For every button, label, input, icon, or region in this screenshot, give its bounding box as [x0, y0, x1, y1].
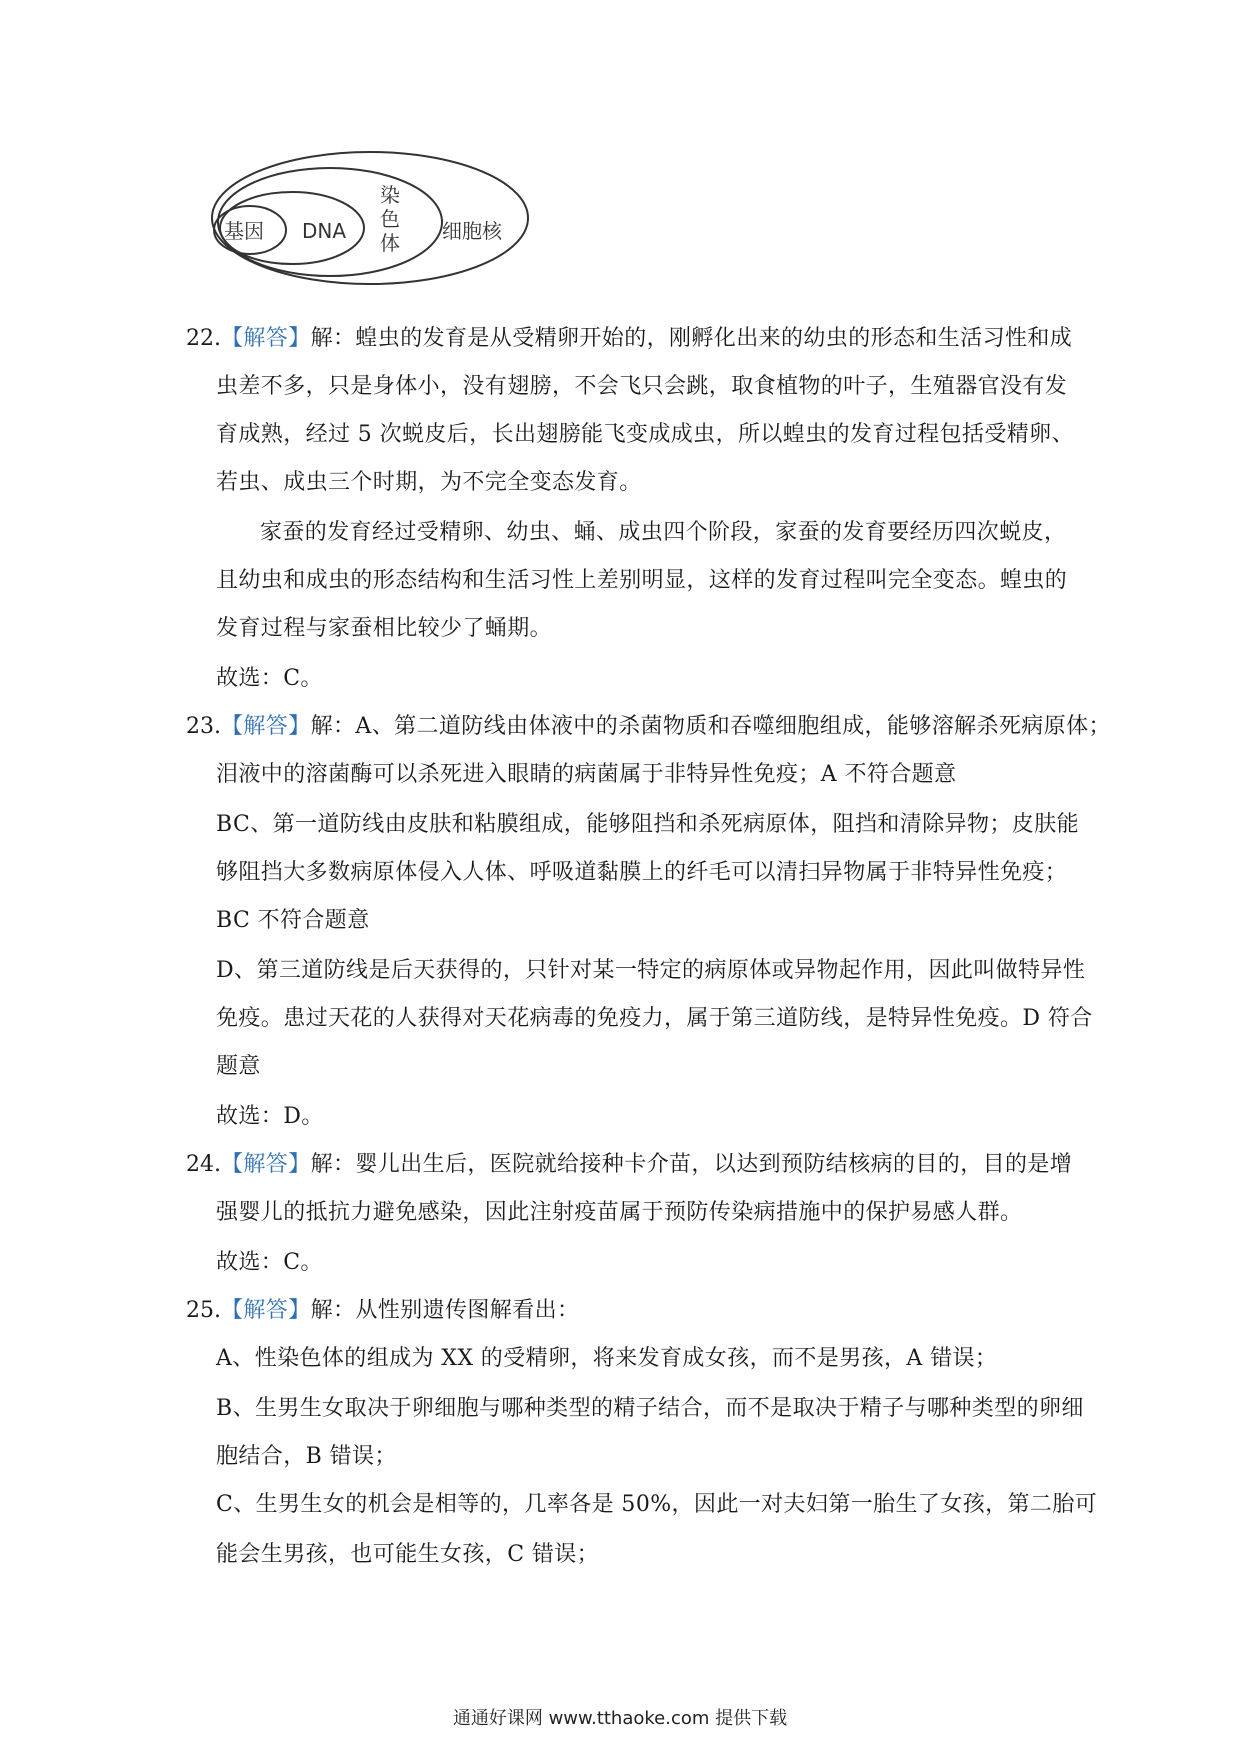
- q22-line-4: 若虫、成虫三个时期，为不完全变态发育。: [216, 470, 642, 495]
- q25-line-3: B、生男生女取决于卵细胞与哪种类型的精子结合，而不是取决于精子与哪种类型的卵细: [216, 1396, 1084, 1421]
- q24-text: 解：婴儿出生后，医院就给接种卡介苗，以达到预防结核病的目的，目的是增: [310, 1152, 1073, 1177]
- q22-line-2: 虫差不多，只是身体小，没有翅膀，不会飞只会跳，取食植物的叶子，生殖器官没有发: [216, 374, 1068, 399]
- q23-number: 23.: [186, 714, 221, 739]
- q25-line-1: [186, 1296, 579, 1326]
- q23-answer-tag: 【解答】: [221, 714, 311, 739]
- chromosome-label-3: 体: [380, 231, 400, 255]
- q22-answer: 故选：C。: [216, 666, 323, 691]
- gene-label: 基因: [224, 219, 264, 243]
- q22-line-3: 育成熟，经过 5 次蜕皮后，长出翅膀能飞变成成虫，所以蝗虫的发育过程包括受精卵、: [216, 422, 1074, 447]
- q23-line-4: 够阻挡大多数病原体侵入人体、呼吸道黏膜上的纤毛可以清扫异物属于非特异性免疫；: [216, 860, 1068, 885]
- dna-label: DNA: [302, 219, 347, 243]
- chromosome-label-2: 色: [380, 207, 400, 231]
- footer-watermark: 通通好课网 www.tthaoke.com 提供下载: [452, 1708, 788, 1729]
- q22-answer-tag: 【解答】: [221, 326, 311, 351]
- q23-answer: 故选：D。: [216, 1104, 324, 1129]
- q23-line-1: [186, 712, 1111, 742]
- q23-line-6: D、第三道防线是后天获得的，只针对某一特定的病原体或异物起作用，因此叫做特异性: [216, 958, 1086, 983]
- q25-line-6: 能会生男孩，也可能生女孩，C 错误；: [216, 1542, 600, 1567]
- nested-ellipse-diagram: [210, 148, 540, 288]
- q22-line-5: 家蚕的发育经过受精卵、幼虫、蛹、成虫四个阶段，家蚕的发育要经历四次蜕皮，: [260, 520, 1067, 545]
- q23-line-7: 免疫。患过天花的人获得对天花病毒的免疫力，属于第三道防线，是特异性免疫。D 符合: [216, 1006, 1093, 1031]
- q25-line-4: 胞结合，B 错误；: [216, 1444, 397, 1469]
- q22-line-7: 发育过程与家蚕相比较少了蛹期。: [216, 616, 553, 641]
- q23-line-2: 泪液中的溶菌酶可以杀死进入眼睛的病菌属于非特异性免疫；A 不符合题意: [216, 762, 957, 787]
- q23-line-3: BC、第一道防线由皮肤和粘膜组成，能够阻挡和杀死病原体，阻挡和清除异物；皮肤能: [216, 812, 1080, 837]
- chromosome-label-1: 染: [380, 183, 400, 207]
- nucleus-label: 细胞核: [442, 219, 502, 243]
- q24-line-2: 强婴儿的抵抗力避免感染，因此注射疫苗属于预防传染病措施中的保护易感人群。: [216, 1200, 1023, 1225]
- q25-answer-tag: 【解答】: [221, 1298, 311, 1323]
- q24-answer: 故选：C。: [216, 1250, 323, 1275]
- q25-text: 解：从性别遗传图解看出：: [310, 1298, 580, 1323]
- q22-number: 22.: [186, 326, 221, 351]
- q23-line-5: BC 不符合题意: [216, 908, 370, 933]
- q25-line-2: A、性染色体的组成为 XX 的受精卵，将来发育成女孩，而不是男孩，A 错误；: [216, 1346, 998, 1371]
- q24-answer-tag: 【解答】: [221, 1152, 311, 1177]
- q22-line-1: [186, 324, 1072, 354]
- q22-line-6: 且幼虫和成虫的形态结构和生活习性上差别明显，这样的发育过程叫完全变态。蝗虫的: [216, 568, 1068, 593]
- q25-number: 25.: [186, 1298, 221, 1323]
- q23-text: 解：A、第二道防线由体液中的杀菌物质和吞噬细胞组成，能够溶解杀死病原体；: [310, 714, 1111, 739]
- q22-text: 解：蝗虫的发育是从受精卵开始的，刚孵化出来的幼虫的形态和生活习性和成: [310, 326, 1073, 351]
- q23-line-8: 题意: [216, 1054, 261, 1079]
- q25-line-5: C、生男生女的机会是相等的，几率各是 50%，因此一对夫妇第一胎生了女孩，第二胎可: [216, 1492, 1098, 1517]
- q24-number: 24.: [186, 1152, 221, 1177]
- q24-line-1: [186, 1150, 1072, 1180]
